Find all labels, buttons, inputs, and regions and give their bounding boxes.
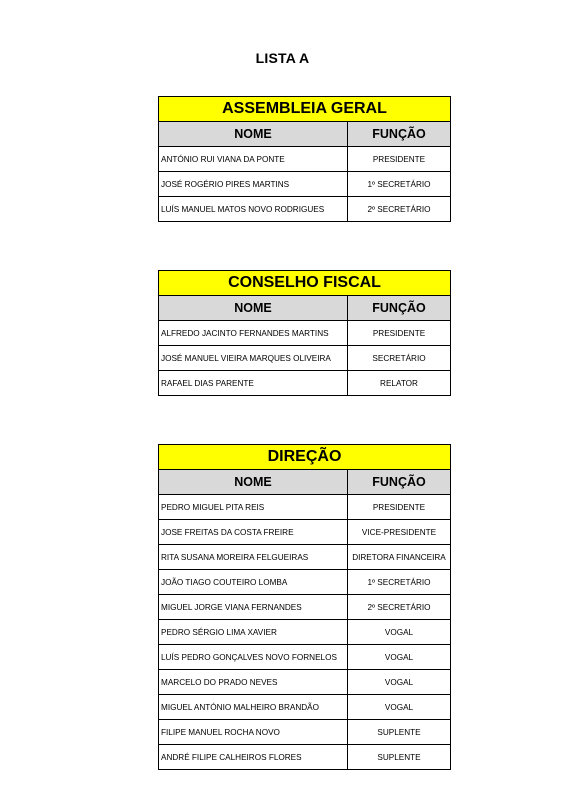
member-role: SUPLENTE: [348, 745, 451, 770]
member-role: RELATOR: [348, 371, 451, 396]
page-title: LISTA A: [255, 50, 310, 66]
table-row: [159, 570, 451, 595]
section-title: DIREÇÃO: [159, 445, 451, 470]
member-role: VOGAL: [348, 670, 451, 695]
column-header-nome: NOME: [159, 296, 348, 321]
table-row: [159, 620, 451, 645]
member-role: 2º SECRETÁRIO: [348, 197, 451, 222]
member-name: ALFREDO JACINTO FERNANDES MARTINS: [159, 321, 348, 346]
member-name: JOSÉ ROGÉRIO PIRES MARTINS: [159, 172, 348, 197]
table-row: [159, 695, 451, 720]
member-role: DIRETORA FINANCEIRA: [348, 545, 451, 570]
member-name: RITA SUSANA MOREIRA FELGUEIRAS: [159, 545, 348, 570]
column-header-funcao: FUNÇÃO: [348, 296, 451, 321]
member-role: PRESIDENTE: [348, 321, 451, 346]
table-row: [159, 645, 451, 670]
column-header-funcao: FUNÇÃO: [348, 122, 451, 147]
table-row: [159, 346, 451, 371]
member-name: RAFAEL DIAS PARENTE: [159, 371, 348, 396]
member-name: LUÍS PEDRO GONÇALVES NOVO FORNELOS: [159, 645, 348, 670]
member-name: ANDRÉ FILIPE CALHEIROS FLORES: [159, 745, 348, 770]
table-row: [159, 495, 451, 520]
member-name: MARCELO DO PRADO NEVES: [159, 670, 348, 695]
member-name: PEDRO SÉRGIO LIMA XAVIER: [159, 620, 348, 645]
table-conselho-fiscal: [158, 270, 451, 396]
member-role: VOGAL: [348, 695, 451, 720]
member-name: ANTÓNIO RUI VIANA DA PONTE: [159, 147, 348, 172]
member-role: VICE-PRESIDENTE: [348, 520, 451, 545]
table-row: [159, 545, 451, 570]
member-role: SUPLENTE: [348, 720, 451, 745]
member-role: PRESIDENTE: [348, 495, 451, 520]
table-row: [159, 670, 451, 695]
table-row: [159, 197, 451, 222]
column-header-funcao: FUNÇÃO: [348, 470, 451, 495]
member-name: LUÍS MANUEL MATOS NOVO RODRIGUES: [159, 197, 348, 222]
table-row: [159, 147, 451, 172]
column-header-nome: NOME: [159, 470, 348, 495]
table-row: [159, 720, 451, 745]
member-name: PEDRO MIGUEL PITA REIS: [159, 495, 348, 520]
member-role: 1º SECRETÁRIO: [348, 570, 451, 595]
member-name: MIGUEL ANTÓNIO MALHEIRO BRANDÃO: [159, 695, 348, 720]
table-row: [159, 371, 451, 396]
member-name: JOSE FREITAS DA COSTA FREIRE: [159, 520, 348, 545]
member-role: VOGAL: [348, 645, 451, 670]
member-name: JOSÉ MANUEL VIEIRA MARQUES OLIVEIRA: [159, 346, 348, 371]
table-row: [159, 520, 451, 545]
table-row: [159, 745, 451, 770]
table-row: [159, 172, 451, 197]
table-row: [159, 595, 451, 620]
section-title: CONSELHO FISCAL: [159, 271, 451, 296]
member-role: 1º SECRETÁRIO: [348, 172, 451, 197]
section-title: ASSEMBLEIA GERAL: [159, 97, 451, 122]
member-role: PRESIDENTE: [348, 147, 451, 172]
member-name: FILIPE MANUEL ROCHA NOVO: [159, 720, 348, 745]
table-assembleia-geral: [158, 96, 451, 222]
member-name: JOÃO TIAGO COUTEIRO LOMBA: [159, 570, 348, 595]
member-name: MIGUEL JORGE VIANA FERNANDES: [159, 595, 348, 620]
member-role: SECRETÁRIO: [348, 346, 451, 371]
member-role: VOGAL: [348, 620, 451, 645]
table-row: [159, 321, 451, 346]
table-direcao: [158, 444, 451, 770]
member-role: 2º SECRETÁRIO: [348, 595, 451, 620]
column-header-nome: NOME: [159, 122, 348, 147]
